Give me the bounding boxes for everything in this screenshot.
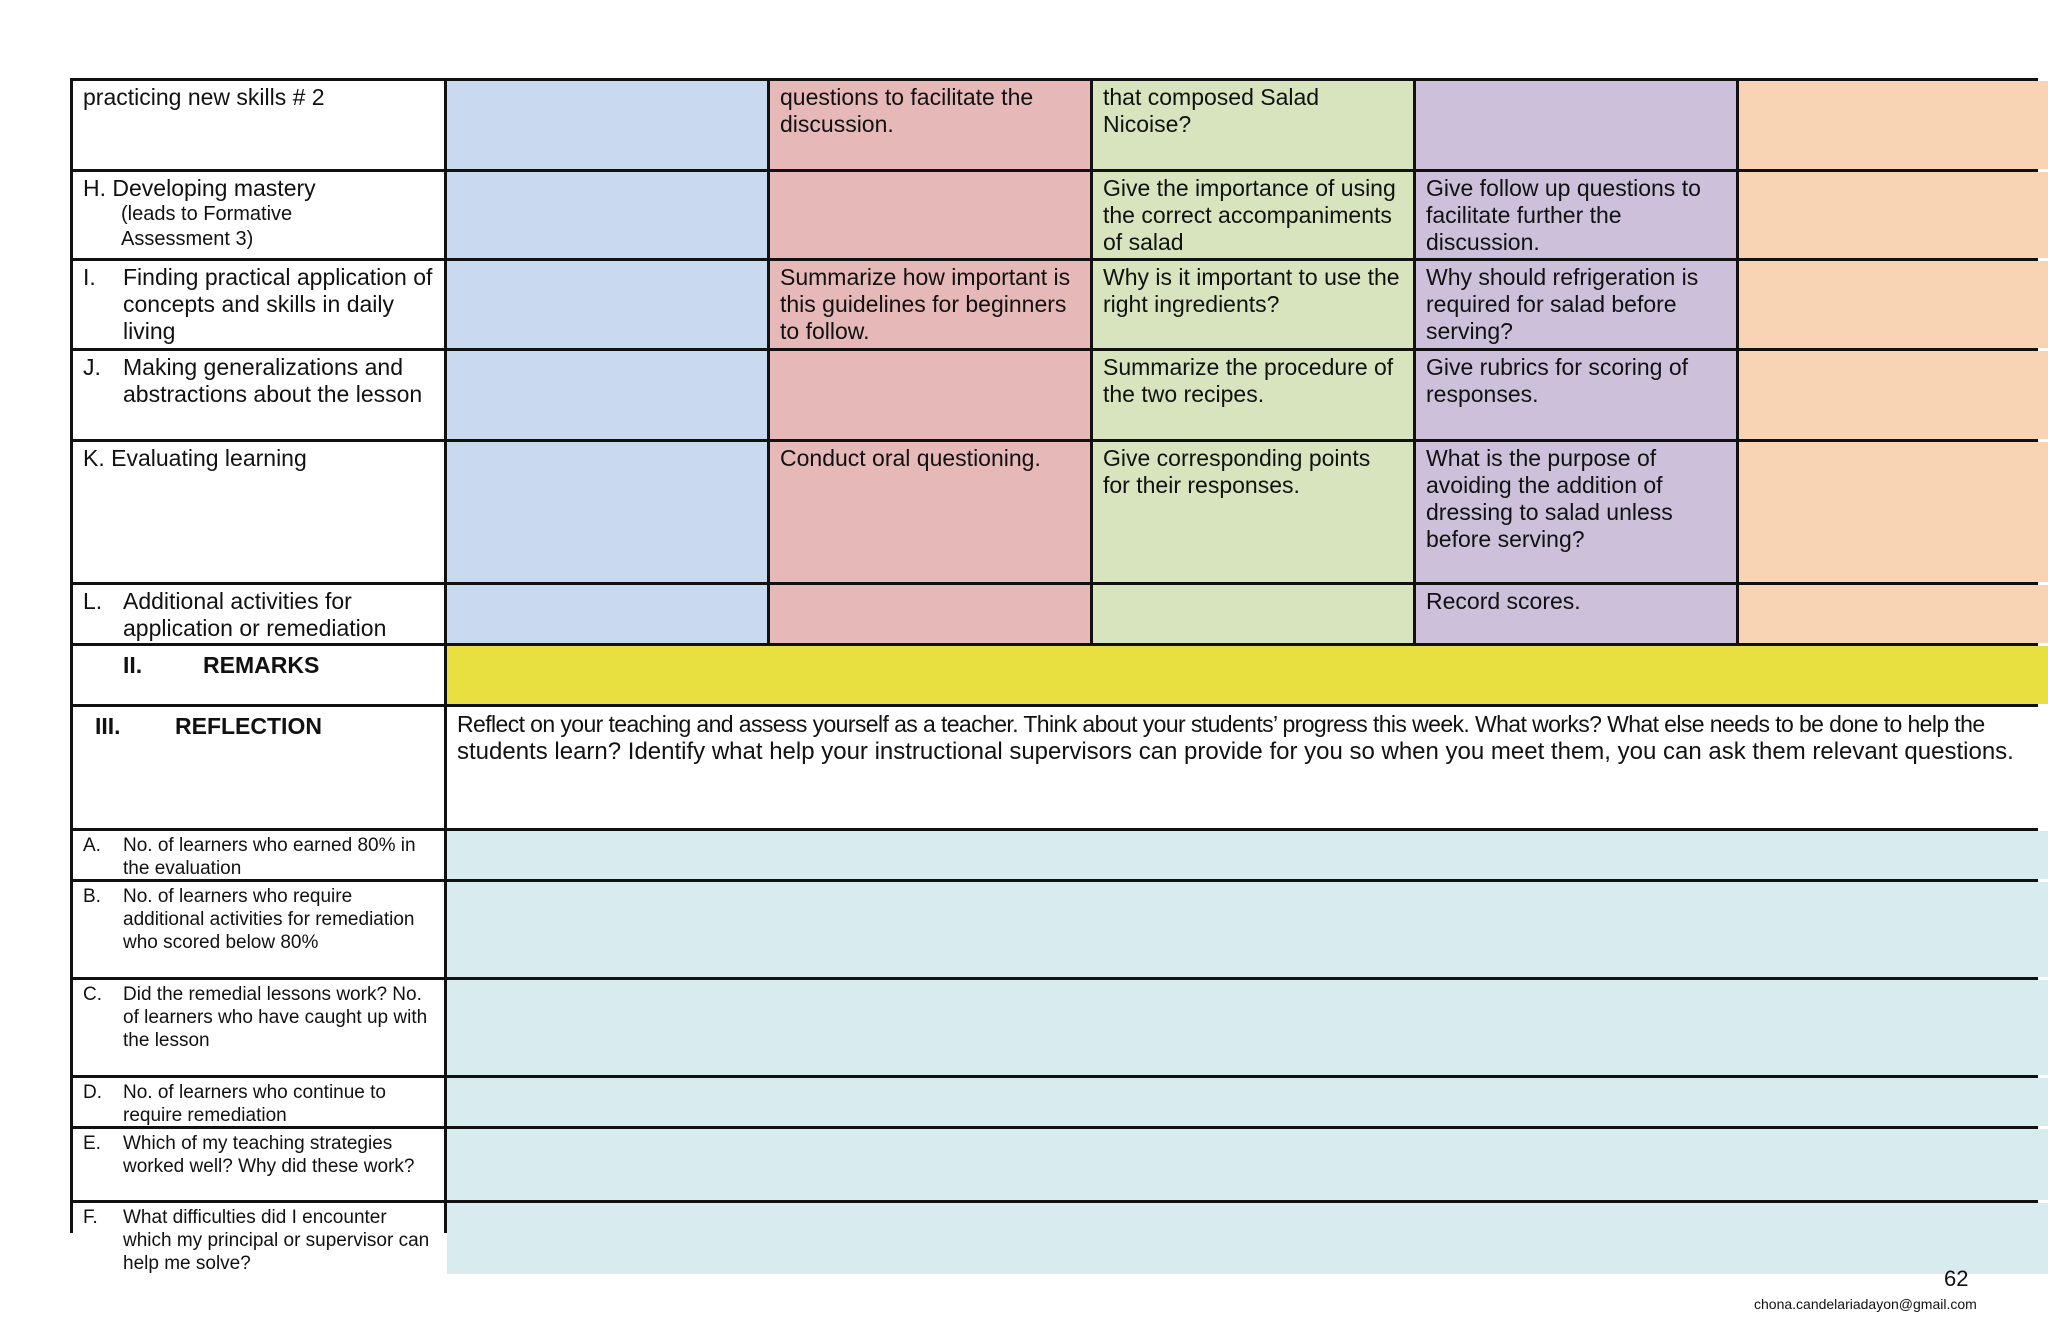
- row-h-title: H. Developing mastery: [83, 175, 316, 201]
- row-i-label: [73, 261, 444, 348]
- question-c-label: [73, 980, 444, 1075]
- row-h-col5: Give follow up questions to facilitate further the discussion.: [1416, 172, 1736, 258]
- row-k-label: K. Evaluating learning: [73, 442, 444, 582]
- row-l-text: Additional activities for application or remediation: [123, 588, 387, 641]
- row-l-col2: [447, 585, 767, 643]
- row-h-col3: [770, 172, 1090, 258]
- row-g-col4: that composed Salad Nicoise?: [1093, 81, 1413, 169]
- row-h-sub2: Assessment 3): [121, 228, 254, 250]
- question-c-text: Did the remedial lessons work? No. of learners who have caught up with the lesson: [123, 984, 428, 1051]
- question-a-label: [73, 831, 444, 879]
- question-e-answer: [447, 1129, 2048, 1200]
- row-h-label: [73, 172, 444, 258]
- question-f-answer: [447, 1203, 2048, 1274]
- remarks-field: [447, 646, 2048, 704]
- row-h-col2: [447, 172, 767, 258]
- row-k-col2: [447, 442, 767, 582]
- row-j-col3: [770, 351, 1090, 439]
- remarks-heading: [73, 646, 444, 704]
- question-b-text: No. of learners who require additional activities for remediation who scored below 80%: [123, 886, 415, 953]
- question-e-text: Which of my teaching strategies worked well? Why did these work?: [123, 1133, 415, 1177]
- reflection-text-2: students learn? Identify what help your instructional supervisors can provide for you so when you meet them, you can ask them relevant questions.: [457, 738, 2014, 765]
- row-l-col3: [770, 585, 1090, 643]
- question-b-label: [73, 882, 444, 977]
- row-k-col4: Give corresponding points for their responses.: [1093, 442, 1413, 582]
- row-l-col6: [1739, 585, 2048, 643]
- reflection-heading: [73, 707, 444, 828]
- question-a-letter: A.: [83, 835, 101, 856]
- row-j-col2: [447, 351, 767, 439]
- question-e-label: [73, 1129, 444, 1200]
- row-h-sub1: (leads to Formative: [121, 203, 293, 225]
- page-number: 62: [1944, 1266, 1969, 1291]
- row-h-col4: Give the importance of using the correct accompaniments of salad: [1093, 172, 1413, 258]
- row-j-col6: [1739, 351, 2048, 439]
- reflection-title: REFLECTION: [175, 713, 322, 739]
- row-j-text: Making generalizations and abstractions about the lesson: [123, 354, 423, 407]
- row-j-col5: Give rubrics for scoring of responses.: [1416, 351, 1736, 439]
- row-g-col5: [1416, 81, 1736, 169]
- row-h-col6: [1739, 172, 2048, 258]
- lesson-plan-table: [70, 78, 2038, 1274]
- row-i-col4: Why is it important to use the right ingredients?: [1093, 261, 1413, 348]
- row-i-letter: I.: [83, 264, 96, 290]
- row-l-letter: L.: [83, 588, 103, 614]
- row-i-col3: Summarize how important is this guidelines for beginners to follow.: [770, 261, 1090, 348]
- question-f-text: What difficulties did I encounter which my principal or supervisor can help me solve?: [123, 1207, 430, 1274]
- question-f-label: [73, 1203, 444, 1274]
- remarks-numeral: II.: [123, 652, 143, 678]
- remarks-title: REMARKS: [203, 652, 320, 678]
- reflection-instructions: [447, 707, 2048, 828]
- row-j-letter: J.: [83, 354, 101, 380]
- question-e-letter: E.: [83, 1133, 101, 1154]
- row-k-col5: What is the purpose of avoiding the addition of dressing to salad unless before serving?: [1416, 442, 1736, 582]
- row-l-col4: [1093, 585, 1413, 643]
- question-a-text: No. of learners who earned 80% in the evaluation: [123, 835, 416, 879]
- question-a-answer: [447, 831, 2048, 879]
- row-i-text: Finding practical application of concepts and skills in daily living: [123, 264, 433, 344]
- question-d-letter: D.: [83, 1082, 102, 1103]
- question-c-letter: C.: [83, 984, 102, 1005]
- row-g-col6: [1739, 81, 2048, 169]
- question-d-label: [73, 1078, 444, 1126]
- footer-email: chona.candelariadayon@gmail.com: [1754, 1296, 1977, 1312]
- row-i-col6: [1739, 261, 2048, 348]
- question-c-answer: [447, 980, 2048, 1075]
- row-i-col5: Why should refrigeration is required for salad before serving?: [1416, 261, 1736, 348]
- question-d-answer: [447, 1078, 2048, 1126]
- row-l-col5: Record scores.: [1416, 585, 1736, 643]
- reflection-numeral: III.: [95, 713, 121, 739]
- row-j-label: [73, 351, 444, 439]
- row-g-label: practicing new skills # 2: [73, 81, 444, 169]
- question-d-text: No. of learners who continue to require remediation: [123, 1082, 386, 1126]
- reflection-text-1: Reflect on your teaching and assess yourself as a teacher. Think about your students’ progress this week. What works? What else needs to be done to help the: [457, 711, 1985, 737]
- row-g-col2: [447, 81, 767, 169]
- row-i-col2: [447, 261, 767, 348]
- row-j-col4: Summarize the procedure of the two recipes.: [1093, 351, 1413, 439]
- row-k-col6: [1739, 442, 2048, 582]
- question-f-letter: F.: [83, 1207, 98, 1228]
- question-b-answer: [447, 882, 2048, 977]
- question-b-letter: B.: [83, 886, 101, 907]
- row-k-col3: Conduct oral questioning.: [770, 442, 1090, 582]
- row-l-label: [73, 585, 444, 643]
- row-g-col3: questions to facilitate the discussion.: [770, 81, 1090, 169]
